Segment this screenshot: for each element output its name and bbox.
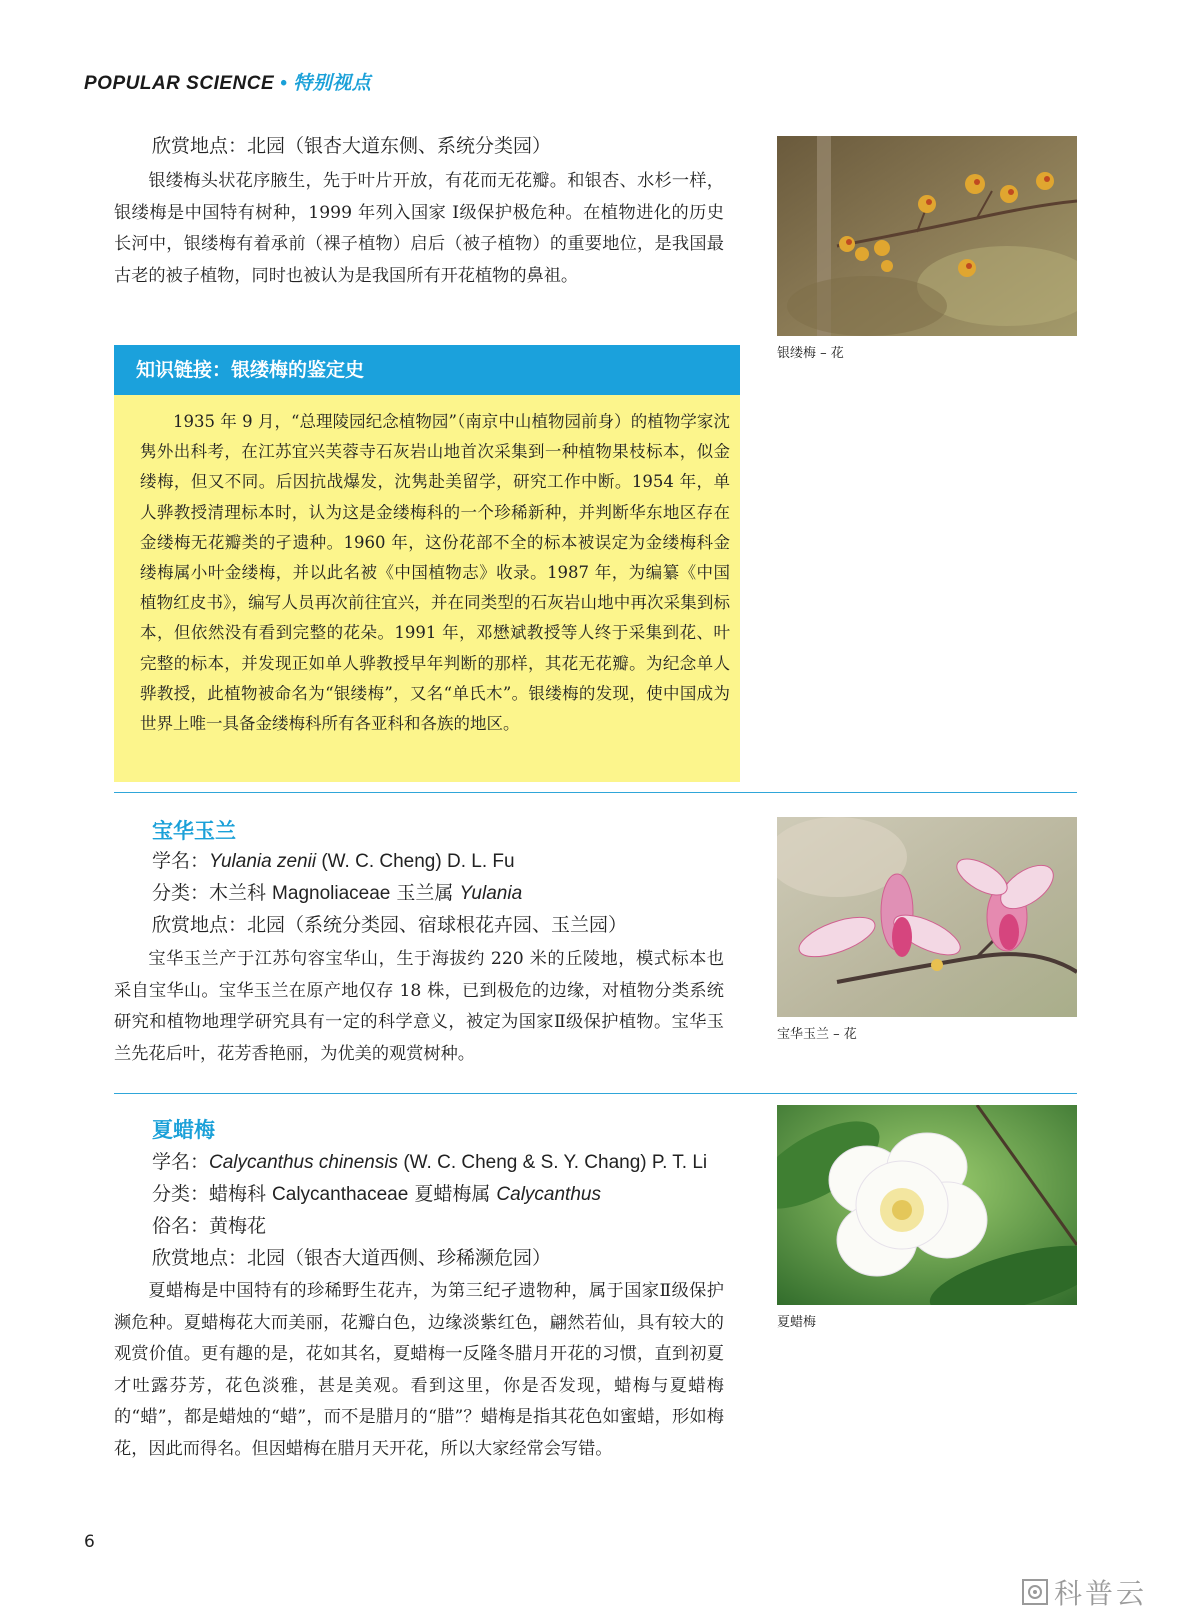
xialamei-location: 欣赏地点：北园（银杏大道西侧、珍稀濒危园）	[152, 1247, 552, 1269]
xialamei-scientific-name: 学名：Calycanthus chinensis (W. C. Cheng & S. Y. Chang) P. T. Li	[152, 1151, 708, 1173]
running-header	[84, 68, 371, 95]
section-divider	[114, 792, 1077, 793]
baohua-location: 欣赏地点：北园（系统分类园、宿球根花卉园、玉兰园）	[152, 914, 628, 936]
watermark	[1022, 1572, 1147, 1612]
baohua-photo	[777, 817, 1077, 1017]
watermark-text: 科普云	[1054, 1577, 1148, 1610]
section-title: 特别视点	[293, 73, 372, 94]
xialamei-common-name: 俗名：黄梅花	[152, 1215, 267, 1237]
magazine-brand: POPULAR SCIENCE	[84, 73, 275, 94]
knowledge-box-title: 知识链接：银缕梅的鉴定史	[114, 345, 740, 395]
yinloumei-location: 欣赏地点：北园（银杏大道东侧、系统分类园）	[152, 135, 552, 157]
xialamei-classification: 分类：蜡梅科 Calycanthaceae 夏蜡梅属 Calycanthus	[152, 1183, 601, 1205]
baohua-caption: 宝华玉兰 – 花	[777, 1027, 857, 1042]
yinloumei-photo	[777, 136, 1077, 336]
yinloumei-caption: 银缕梅 – 花	[777, 346, 844, 361]
baohua-classification: 分类：木兰科 Magnoliaceae 玉兰属 Yulania	[152, 882, 523, 904]
yinloumei-paragraph: 银缕梅头状花序腋生，先于叶片开放，有花而无花瓣。和银杏、水杉一样，银缕梅是中国特有树种，1999 年列入国家 Ⅰ级保护极危种。在植物进化的历史长河中，银缕梅有着承前（裸子植物）启后（被子植物）的重要地位，是我国最古老的被子植物，同时也被认为是我国所有开花植物的鼻祖。	[114, 171, 724, 286]
baohua-scientific-name: 学名：Yulania zenii (W. C. Cheng) D. L. Fu	[152, 850, 515, 872]
xialamei-paragraph: 夏蜡梅是中国特有的珍稀野生花卉，为第三纪孑遗物种，属于国家Ⅱ级保护濒危种。夏蜡梅花大而美丽，花瓣白色，边缘淡紫红色，翩然若仙，具有较大的观赏价值。更有趣的是，花如其名，夏蜡梅一反隆冬腊月开花的习惯，直到初夏才吐露芬芳，花色淡雅，甚是美观。看到这里，你是否发现，蜡梅与夏蜡梅的“蜡”，都是蜡烛的“蜡”，而不是腊月的“腊”？蜡梅是指其花色如蜜蜡，形如梅花，因此而得名。但因蜡梅在腊月天开花，所以大家经常会写错。	[114, 1281, 724, 1459]
page-number: 6	[84, 1532, 95, 1552]
baohua-paragraph: 宝华玉兰产于江苏句容宝华山，生于海拔约 220 米的丘陵地，模式标本也采自宝华山。宝华玉兰在原产地仅存 18 株，已到极危的边缘，对植物分类系统研究和植物地理学研究具有一定的科学意义，被定为国家Ⅱ级保护植物。宝华玉兰先花后叶，花芳香艳丽，为优美的观赏树种。	[114, 949, 724, 1064]
header-separator: •	[280, 73, 288, 94]
kepuyun-logo-icon	[1022, 1579, 1048, 1605]
xialamei-caption: 夏蜡梅	[777, 1315, 817, 1330]
xialamei-photo	[777, 1105, 1077, 1305]
section-divider	[114, 1093, 1077, 1094]
baohua-title: 宝华玉兰	[152, 819, 236, 843]
knowledge-box-body: 1935 年 9 月，“总理陵园纪念植物园”（南京中山植物园前身）的植物学家沈隽外出科考，在江苏宜兴芙蓉寺石灰岩山地首次采集到一种植物果枝标本，似金缕梅，但又不同。后因抗战爆发，沈隽赴美留学，研究工作中断。1954 年，单人骅教授清理标本时，认为这是金缕梅科的一个珍稀新种，并判断华东地区存在金缕梅无花瓣类的孑遗种。1960 年，这份花部不全的标本被误定为金缕梅科金缕梅属小叶金缕梅，并以此名被《中国植物志》收录。1987 年，为编纂《中国植物红皮书》，编写人员再次前往宜兴，并在同类型的石灰岩山地中再次采集到标本，但依然没有看到完整的花朵。1991 年，邓懋斌教授等人终于采集到花、叶完整的标本，并发现正如单人骅教授早年判断的那样，其花无花瓣。为纪念单人骅教授，此植物被命名为“银缕梅”，又名“单氏木”。银缕梅的发现，使中国成为世界上唯一具备金缕梅科所有各亚科和各族的地区。	[114, 395, 740, 782]
xialamei-title: 夏蜡梅	[152, 1118, 215, 1142]
